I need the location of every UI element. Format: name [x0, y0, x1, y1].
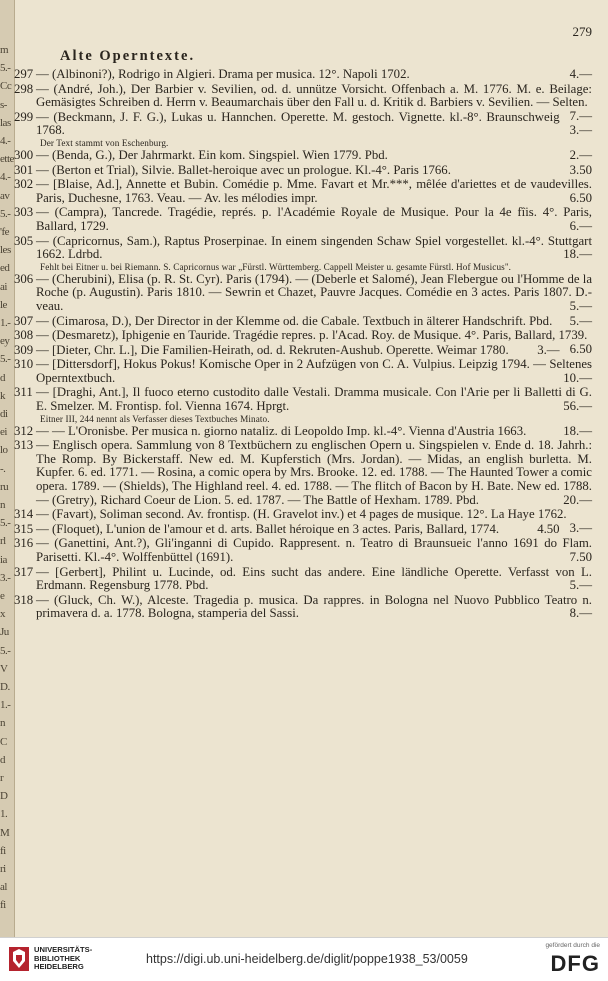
gutter-fragment: 5.-: [0, 517, 11, 530]
page-heading: Alte Operntexte.: [60, 48, 196, 64]
entry-number: 300: [14, 147, 34, 162]
gutter-fragment: r: [0, 772, 4, 784]
entry-number: 299: [14, 109, 34, 124]
gutter-fragment: 'fe: [0, 226, 10, 238]
entry-text: — (Capricornus, Sam.), Raptus Proserpinae. In einem singenden Schaw Spiel vorgestellet. kl.-4°. Stuttgart 1662. Ldrbd.: [36, 233, 592, 262]
catalogue-entry: [14, 520, 592, 537]
gutter-fragment: ey: [0, 335, 10, 348]
entry-note: Der Text stammt von Eschenburg.: [40, 137, 169, 148]
catalogue-entry: [14, 425, 592, 439]
entry-price: 56.—: [563, 399, 592, 414]
entry-text: — (Benda, G.), Der Jahrmarkt. Ein kom. Singspiel. Wien 1779. Pbd.: [36, 147, 388, 162]
entry-number: 312: [14, 423, 34, 438]
catalogue-entry: [14, 566, 592, 593]
page-number: 279: [572, 24, 592, 39]
entry-text: — [Gerbert], Philint u. Lucinde, od. Eins sucht das andere. Eine ländliche Operette. Verfasst von L. Erdmann. Regensburg 1778. Pbd.: [36, 564, 592, 593]
gutter-fragment: -.: [0, 462, 6, 475]
gutter-fragment: e: [0, 590, 5, 602]
entry-price: 7.50: [569, 550, 592, 564]
entry-price: 18.—: [563, 423, 592, 438]
entry-price: 5.—: [569, 578, 592, 593]
entry-price: 10.—: [563, 370, 592, 385]
catalogue-entry: [14, 149, 592, 163]
catalogue-entries: [14, 68, 592, 622]
entry-number: 314: [14, 507, 34, 522]
gutter-fragment: d: [0, 371, 5, 384]
entry-price: 6.50: [569, 190, 592, 205]
entry-text: — [Draghi, Ant.], Il fuoco eterno custodito dalle Vestali. Dramma musicale. Con l'Arie per li Balletti di G. E. Smelzer. M. Frontisp. fol. Vienna 1674. Hprgt.: [36, 385, 592, 414]
gutter-fragment: ri: [0, 863, 6, 875]
entry-number: 298: [14, 81, 34, 96]
gutter-fragment: ru: [0, 480, 9, 493]
entry-text: — (Ganettini, Ant.?), Gli'inganni di Cupido. Rappresent. n. Teatro di Braunsueic l'anno 1691 do Flam. Parisetti. Kl.-4°. Wolffenbüttel (1691).: [36, 536, 592, 564]
gutter-fragment: ed: [0, 262, 10, 275]
gutter-fragment: D.: [0, 681, 10, 693]
dfg-logo: DFG: [550, 951, 600, 976]
gutter-fragment: d: [0, 753, 5, 766]
entry-text: — (Berton et Trial), Silvie. Ballet-heroique avec un prologue. Kl.-4°. Paris 1766.: [36, 162, 451, 177]
catalogue-entry: [14, 341, 592, 358]
gutter-fragment: 3.-: [0, 571, 11, 584]
entry-number: 310: [14, 357, 34, 372]
entry-number: 301: [14, 162, 34, 177]
gutter-fragment: ia: [0, 553, 7, 566]
entry-number: 318: [14, 592, 34, 607]
entry-price: 4.—: [569, 67, 592, 81]
entry-text: — (Gluck, Ch. W.), Alceste. Tragedia p. musica. Da rappres. in Bologna nel Nuovo Pubblico Teatro n. primavera d. a. 1778. Bologna, stamperia del Sassi.: [36, 592, 592, 621]
entry-text: — (Campra), Tancrede. Tragédie, représ. p. l'Académie Royale de Musique. Pour la 4e fîis. 4°. Paris, Ballard, 1729.: [36, 205, 592, 233]
catalogue-entry: [14, 315, 592, 329]
gutter-fragment: 5.-: [0, 644, 11, 657]
entry-price: 2.—: [569, 147, 592, 162]
gutter-fragment: 5.-: [0, 353, 11, 366]
entry-text: — [Blaise, Ad.], Annette et Bubin. Comédie p. Mme. Favart et Mr.***, mêlée d'ariettes et de vaudevilles. Paris, Duchesne, 1763. Veau. — Av. les mélodies impr.: [36, 177, 592, 205]
gutter-fragment: n: [0, 717, 5, 730]
entry-price: 3.—: [569, 123, 592, 138]
entry-number: 316: [14, 536, 34, 551]
gutter-fragment: 4.-: [0, 171, 11, 184]
university-seal-icon: [8, 946, 30, 972]
gutter-fragment: 4.-: [0, 135, 11, 147]
entry-number: 307: [14, 313, 34, 328]
entry-price: 3.—: [569, 520, 592, 535]
gutter-fragment: s-: [0, 98, 7, 111]
entry-price: 18.—: [563, 247, 592, 262]
gutter-fragment: Ju: [0, 626, 9, 639]
gutter-fragment: m: [0, 44, 9, 56]
gutter-fragment: V: [0, 662, 8, 675]
entry-number: 305: [14, 233, 34, 248]
gutter-fragment: 1.-: [0, 699, 11, 712]
left-gutter: [0, 0, 15, 937]
entry-price: 3.50: [569, 162, 592, 177]
gutter-fragment: Cc: [0, 80, 12, 93]
gutter-fragment: 5.-: [0, 62, 11, 75]
entry-text: — (Floquet), L'union de l'amour et d. arts. Ballet héroique en 3 actes. Paris, Ballard, 1774.: [36, 521, 500, 536]
gutter-fragment: ei: [0, 426, 7, 439]
entry-number: 313: [14, 438, 34, 453]
catalogue-entry: [14, 164, 592, 178]
entry-note: Eitner III, 244 nennt als Verfasser dieses Textbuches Minato.: [40, 413, 270, 424]
gutter-fragment: al: [0, 881, 7, 894]
gutter-fragment: k: [0, 389, 5, 402]
gutter-fragment: ette: [0, 153, 14, 166]
gutter-fragment: M: [0, 826, 10, 839]
entry-text: — (André, Joh.), Der Barbier v. Sevilien, od. d. unnütze Vorsicht. Offenbach a. M. 1776. M. e. Beilage: Gemäsigtes Schreiben d. Herrn v. Beaumarchais über den Fall u. d. Kritik d. Barbiers v. Sevilien. — Selten.: [36, 81, 592, 110]
entry-text: — (Favart), Soliman second. Av. frontisp. (H. Gravelot inv.) et 4 pages de musique. 12°. La Haye 1762.: [36, 507, 567, 522]
catalogue-entry: [14, 358, 592, 385]
document-url-link[interactable]: https://digi.ub.uni-heidelberg.de/diglit/poppe1938_53/0059: [146, 952, 468, 966]
entry-price: 20.—: [563, 492, 592, 507]
gutter-fragment: fi: [0, 899, 6, 912]
catalogue-entry: [14, 273, 592, 314]
gutter-fragment: les: [0, 244, 11, 257]
library-name: UNIVERSITÄTS- BIBLIOTHEK HEIDELBERG: [34, 945, 93, 972]
gutter-fragment: 5.-: [0, 207, 11, 220]
entry-price: 5.—: [569, 313, 592, 328]
gutter-fragment: fi: [0, 844, 6, 857]
gutter-fragment: di: [0, 408, 8, 420]
entry-text: — [Dieter, Chr. L.], Die Familien-Heirath, od. d. Rekruten-Aushub. Operette. Weimar 1780.: [36, 342, 509, 357]
catalogue-entry: [14, 108, 592, 148]
entry-text: — (Desmaretz), Iphigenie en Tauride. Tragédie repres. p. l'Acad. Roy. de Musique. 4°. Paris, Ballard, 1739.: [36, 328, 588, 343]
gutter-fragment: x: [0, 608, 5, 621]
gutter-fragment: 1.: [0, 808, 8, 821]
catalogue-entry: [14, 235, 592, 272]
entry-number: 309: [14, 342, 34, 357]
entry-price: 6.50: [569, 341, 592, 356]
gutter-fragment: D: [0, 790, 8, 803]
catalogue-entry: [14, 537, 592, 564]
catalogue-entry: [14, 594, 592, 621]
entry-number: 297: [14, 67, 34, 81]
catalogue-entry: [14, 178, 592, 205]
entry-price: 7.—: [569, 108, 592, 123]
gutter-fragment: 1.-: [0, 317, 11, 329]
entry-price: 4.50: [537, 521, 560, 536]
entry-number: 302: [14, 177, 34, 192]
entry-text: — (Cimarosa, D.), Der Director in der Klemme od. die Cabale. Textbuch in älterer Handschrift. Pbd.: [36, 313, 553, 328]
entry-text: — (Cherubini), Elisa (p. R. St. Cyr). Paris (1794). — (Deberle et Salomé), Jean Flebergue ou l'Homme de la Roche (p. Augustin). Paris 1810. — Sewrin et Chazet, Pauvre Jacques. Comédie en 3 actes. Paris 1807. D.-veau.: [36, 271, 592, 313]
entry-number: 317: [14, 564, 34, 579]
gutter-fragment: C: [0, 735, 7, 748]
entry-text: — (Beckmann, J. F. G.), Lukas u. Hannchen. Operette. M. gestoch. Vignette. kl.-8°. Braunschweig 1768.: [36, 109, 560, 138]
gutter-fragment: n: [0, 499, 5, 511]
entry-note: Fehlt bei Eitner u. bei Riemann. S. Capricornus war „Fürstl. Württemberg. Cappell Meister u. gesamte Fürstl. Hof Musicus".: [40, 261, 512, 272]
gutter-fragment: las: [0, 116, 11, 129]
viewer-footer: [0, 937, 608, 981]
catalogue-entry: [14, 386, 592, 423]
entry-price: 8.—: [569, 606, 592, 621]
entry-text: — (Albinoni?), Rodrigo in Algieri. Drama per musica. 12°. Napoli 1702.: [36, 67, 410, 81]
gutter-fragment: ai: [0, 280, 7, 293]
entry-number: 315: [14, 521, 34, 536]
entry-number: 303: [14, 205, 34, 220]
catalogue-entry: [14, 439, 592, 507]
entry-text: — Englisch opera. Sammlung von 8 Textbüchern zu englischen Opern u. Singspielen v. Ende d. 18. Jahrh.: The Romp. By Bickerstaff. New ed. M. Kupferstich (Mrs. Jordan). — Midas, an english burletta. M. Kupfer. 6. ed. 1771. — Rosina, a comic opera by Mrs. Brooke. 12. ed. 1788. — The Haunted Tower a comic opera. 1789. — (Shields), The Highland reel. 4. ed. 1788. — The flitch of Bacon by H. Bate. New ed. 1788. — (Gretry), Richard Coeur de Lion. 5. ed. 1787. — The Battle of Hexham. 1789. Pbd.: [36, 438, 592, 507]
entry-price: 3.—: [537, 342, 560, 357]
catalogue-entry: [14, 68, 592, 82]
entry-price: 5.—: [569, 298, 592, 313]
funding-label: gefördert durch die: [545, 942, 600, 949]
entry-text: — — L'Oronisbe. Per musica n. giorno nataliz. di Leopoldo Imp. kl.-4°. Vienna d'Austria 1663.: [36, 423, 527, 438]
gutter-fragment: av: [0, 189, 10, 202]
entry-number: 306: [14, 271, 34, 286]
catalogue-entry: [14, 206, 592, 233]
entry-number: 311: [14, 385, 33, 400]
entry-price: 6.—: [569, 218, 592, 233]
gutter-fragment: lo: [0, 444, 8, 457]
gutter-fragment: le: [0, 298, 7, 311]
gutter-fragment: rl: [0, 535, 6, 548]
entry-text: — [Dittersdorf], Hokus Pokus! Komische Oper in 2 Aufzügen von C. A. Vulpius. Leipzig 1794. — Seltenes Operntextbuch.: [36, 357, 592, 385]
entry-number: 308: [14, 328, 34, 343]
